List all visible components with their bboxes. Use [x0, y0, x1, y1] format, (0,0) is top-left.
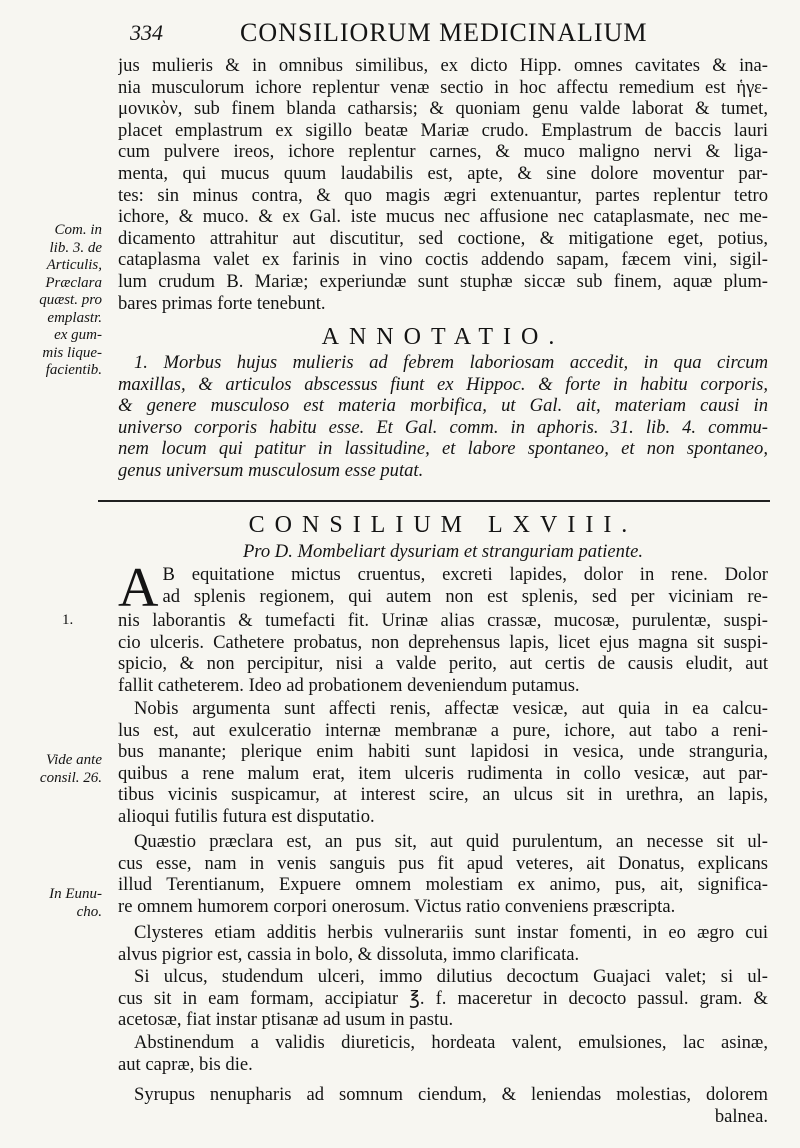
annotatio-section [118, 322, 768, 482]
paragraph-3 [118, 831, 768, 917]
page-number: 334 [130, 20, 163, 45]
catchword: balnea. [714, 1105, 768, 1127]
text-line: ad splenis regionem, qui autem non est splenis, sed per viciniam re- [162, 585, 768, 607]
paragraph-1 [118, 557, 768, 696]
text-line: ichore, & muco. & ex Gal. iste mucus nec affusione nec cataplasmate, nec me- [118, 206, 768, 228]
margin-number: 1. [62, 612, 74, 628]
text-line: cio ulceris. Cathetere probatus, non deprehensus lapis, licet ejus magna sit suspi- [118, 631, 768, 653]
text-line: cataplasma valet ex farinis in vino coctis addendo sapam, fæcem vini, sigil- [118, 249, 768, 271]
text-line: bares primas forte tenebunt. [118, 292, 326, 314]
text-line: placet emplastrum ex sigillo beatæ Mariæ crudo. Emplastrum de baccis lauri [118, 119, 768, 141]
consilium-heading: CONSILIUM LXVIII. [248, 512, 638, 538]
text-line: Abstinendum a validis diureticis, hordeata valent, emulsiones, lac asinæ, [134, 1032, 768, 1053]
text-line: dicamento attrahitur aut discutitur, sed coctione, & mitigatione eget, potius, [118, 227, 768, 249]
text-line: & genere musculoso est materia morbifica, ut Gal. ait, materiam causi in [118, 395, 768, 417]
margin-note: In Eunu- cho. [49, 886, 102, 920]
text-line: aut capræ, bis die. [118, 1053, 253, 1075]
text-line: maxillas, & articulos abscessus fiunt ex Hippoc. & forte in habitu corporis, [118, 373, 768, 395]
running-title: CONSILIORUM MEDICINALIUM [240, 18, 648, 47]
paragraph-4 [118, 922, 768, 965]
text-line: spicio, & non percipitur, nisi a valde perito, aut certis de causis eludit, aut [118, 653, 768, 675]
text-line: cus esse, nam in venis sanguis pus fit apud veteres, ait Donatus, explicans [118, 852, 768, 874]
text-line: universo corporis habitu esse. Et Gal. comm. in aphoris. 31. lib. 4. commu- [118, 416, 768, 438]
annotatio-heading: ANNOTATIO. [321, 324, 565, 350]
text-line: lus est, aut exulceratio internæ membranæ a pure, ichore, aut tabo a reni- [118, 719, 768, 741]
text-line: Clysteres etiam additis herbis vulnerariis sunt instar fomenti, in eo ægro cui [134, 922, 768, 943]
text-line: cum pulvere ireos, ichore replentur carnes, & muco maligno nervi & liga- [118, 141, 768, 163]
text-line: Quæstio præclara est, an pus sit, aut quid purulentum, an necesse sit ul- [134, 831, 768, 852]
text-line: B equitatione mictus cruentus, excreti lapides, dolor in rene. Dolor [162, 564, 768, 585]
text-line: fallit catheterem. Ideo ad probationem deveniendum putamus. [118, 674, 580, 696]
top-paragraph [118, 55, 768, 314]
drop-cap: A [118, 557, 159, 619]
margin-note: Com. in lib. 3. de Articulis, Præclara quæst. pro emplastr. ex gum- mis lique- facientib. [39, 222, 102, 378]
paragraph-7 [118, 1084, 768, 1127]
text-line: alioqui futilis futura est disputatio. [118, 805, 375, 827]
text-line: cus sit in eam formam, accipiatur ℥. f. maceretur in decocto passul. gram. & [118, 987, 768, 1009]
text-line: jus mulieris & in omnibus similibus, ex dicto Hipp. omnes cavitates & ina- [118, 55, 768, 76]
text-line: quibus a rene malum erat, item ulceris rudimenta in collo vesicæ, aut par- [118, 762, 768, 784]
text-line: 1. Morbus hujus mulieris ad febrem laboriosam accedit, in qua circum [134, 352, 768, 373]
text-line: re omnem humorem corpori onerosum. Victus ratio conveniens præscripta. [118, 895, 676, 917]
text-line: nem locum qui patitur in lassitudine, et labore spontaneo, et non spontaneo, [118, 438, 768, 460]
section-divider [98, 500, 770, 502]
text-line: nia musculorum ichore replentur venæ sectio in hoc affectu remedium est ἡγε- [118, 76, 768, 98]
paragraph-2 [118, 698, 768, 828]
paragraph-6 [118, 1032, 768, 1075]
text-line: lum crudum B. Mariæ; experiundæ sunt stuphæ siccæ sub finem, aquæ plum- [118, 270, 768, 292]
paragraph-5 [118, 966, 768, 1031]
text-line: Nobis argumenta sunt affecti renis, affectæ vesicæ, aut quia in ea calcu- [134, 698, 768, 719]
page-header [100, 18, 780, 46]
text-line: Si ulcus, studendum ulceri, immo dilutius decoctum Guajaci valet; si ul- [134, 966, 768, 987]
text-line: bus manante; plerique enim habiti sunt lapidosi in vesica, unde stranguria, [118, 741, 768, 763]
margin-note: Vide ante consil. 26. [39, 752, 102, 786]
consilium-subheading: Pro D. Mombeliart dysuriam et stranguriam patiente. [242, 541, 644, 562]
text-line: illud Terentianum, Expuere omnem molestiam ex animo, pus, ait, significa- [118, 874, 768, 896]
text-line: tes: sin minus contra, & quo magis ægri extenuantur, partes replentur tetro [118, 184, 768, 206]
text-line: acetosæ, fiat instar ptisanæ ad usum in pastu. [118, 1009, 454, 1031]
text-line: genus universum musculosum esse putat. [118, 459, 424, 481]
text-line: Syrupus nenupharis ad somnum ciendum, & leniendas molestias, dolorem [134, 1084, 768, 1105]
text-line: menta, qui mucus quum laudabilis est, apte, & sine dolore moventur par- [118, 162, 768, 184]
text-line: tibus vicinis suspicamur, at interest scire, an ulcus sit in urethra, an lapis, [118, 784, 768, 806]
text-line: μονικὸν, sub finem blanda catharsis; & quoniam genu valde laborat & tumet, [118, 98, 768, 120]
text-line: nis laborantis & tumefacti fit. Urinæ alias crassæ, mucosæ, purulentæ, suspi- [118, 610, 768, 631]
text-line: alvus pigrior est, cassia in bolo, & dissoluta, immo clarificata. [118, 943, 580, 965]
consilium-header [118, 510, 768, 564]
